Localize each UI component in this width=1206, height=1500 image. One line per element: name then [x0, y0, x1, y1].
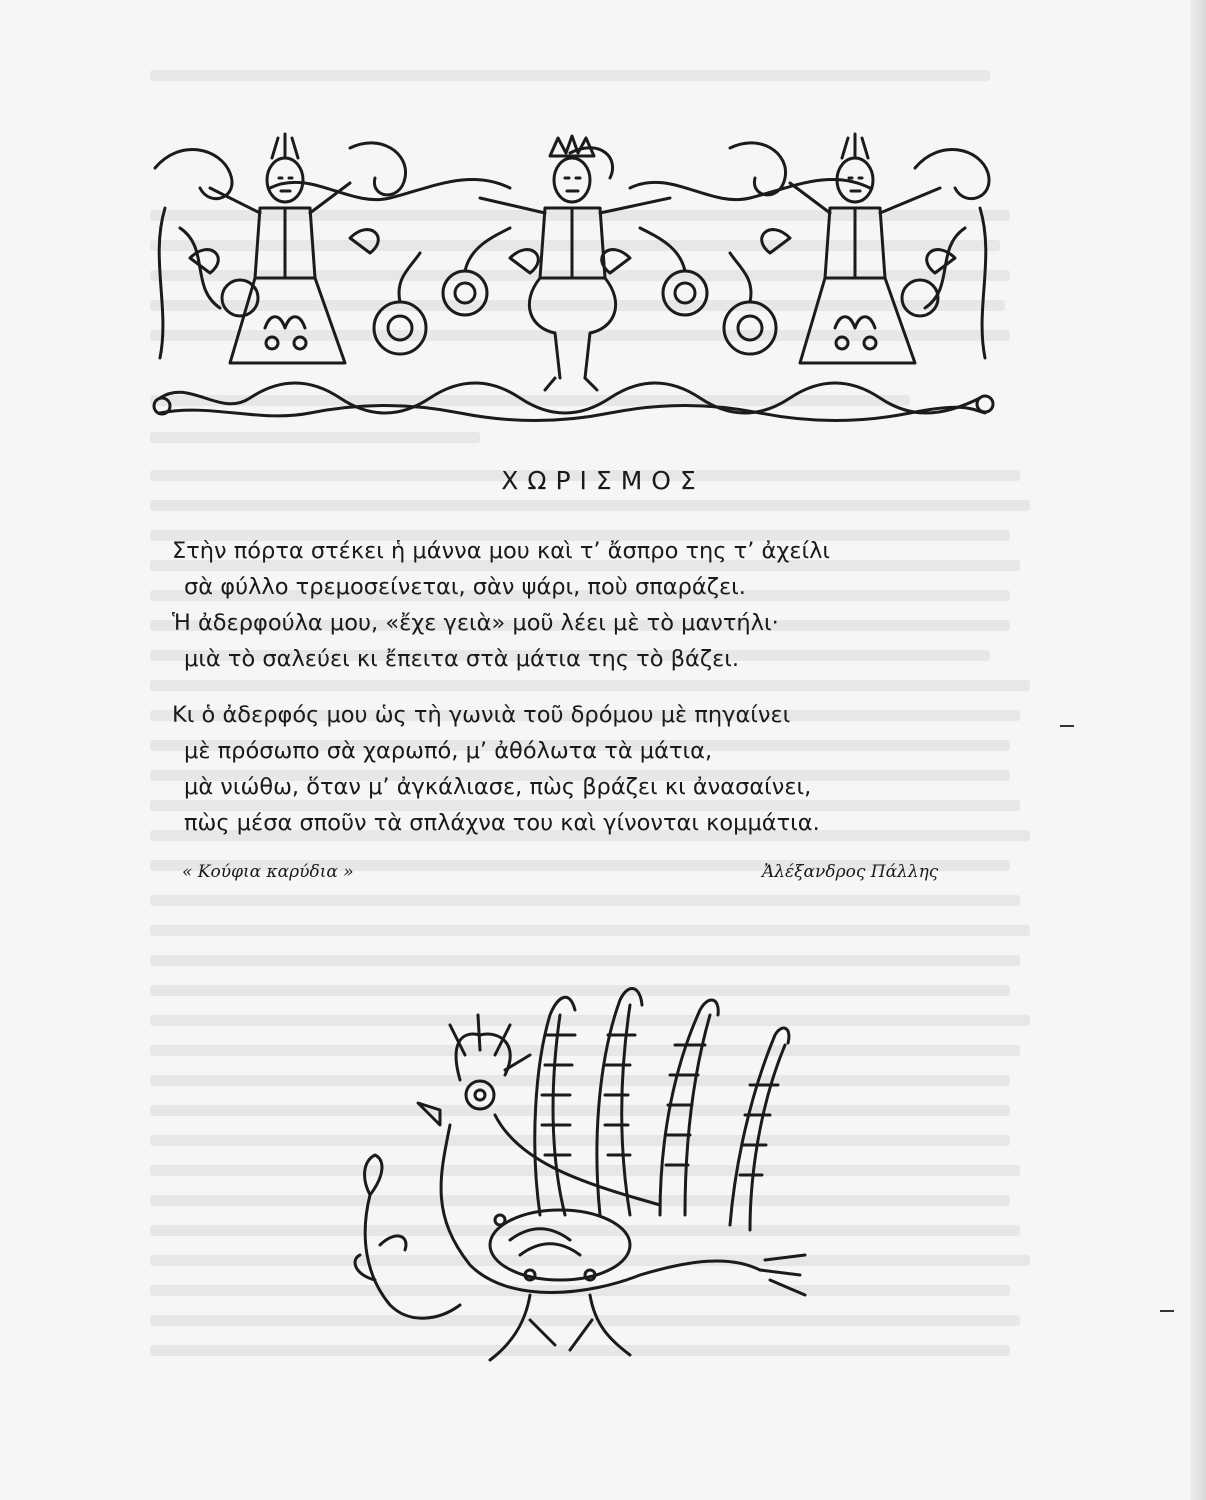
- stanza: [172, 697, 992, 841]
- author-name: Ἀλέξανδρος Πάλλης: [762, 862, 939, 882]
- poem-line: σὰ φύλλο τρεμοσείνεται, σὰν ψάρι, ποὺ σπαράζει.: [184, 574, 746, 600]
- source-collection: « Κούφια καρύδια »: [182, 862, 354, 882]
- poem-line: Κι ὁ ἀδερφός μου ὡς τὴ γωνιὰ τοῦ δρόμου μὲ πηγαίνει: [172, 702, 791, 728]
- poem-title: ΧΩΡΙΣΜΟΣ: [501, 466, 705, 495]
- stanza: [172, 533, 992, 677]
- poem-line: μὲ πρόσωπο σὰ χαρωπό, μ’ ἀθόλωτα τὰ μάτια,: [184, 738, 713, 764]
- margin-mark: [1060, 725, 1074, 727]
- poem-line: Στὴν πόρτα στέκει ἡ μάννα μου καὶ τ’ ἄσπρο της τ’ ἀχείλι: [172, 538, 831, 564]
- decorative-folk-bird: [330, 975, 820, 1380]
- page-edge-shadow: [1190, 0, 1206, 1500]
- folk-dancers-vine-banner: [150, 128, 995, 428]
- poem-body: [172, 533, 992, 861]
- poem-line: Ἡ ἀδερφούλα μου, «ἔχε γειὰ» μοῦ λέει μὲ τὸ μαντήλι·: [172, 610, 779, 636]
- poem-line: πὼς μέσα σποῦν τὰ σπλάχνα του καὶ γίνονται κομμάτια.: [184, 810, 820, 836]
- poem-line: μιὰ τὸ σαλεύει κι ἔπειτα στὰ μάτια της τὸ βάζει.: [184, 646, 739, 672]
- margin-mark: [1160, 1310, 1174, 1312]
- poem-line: μὰ νιώθω, ὅταν μ’ ἀγκάλιασε, πὼς βράζει κι ἀνασαίνει,: [184, 774, 812, 800]
